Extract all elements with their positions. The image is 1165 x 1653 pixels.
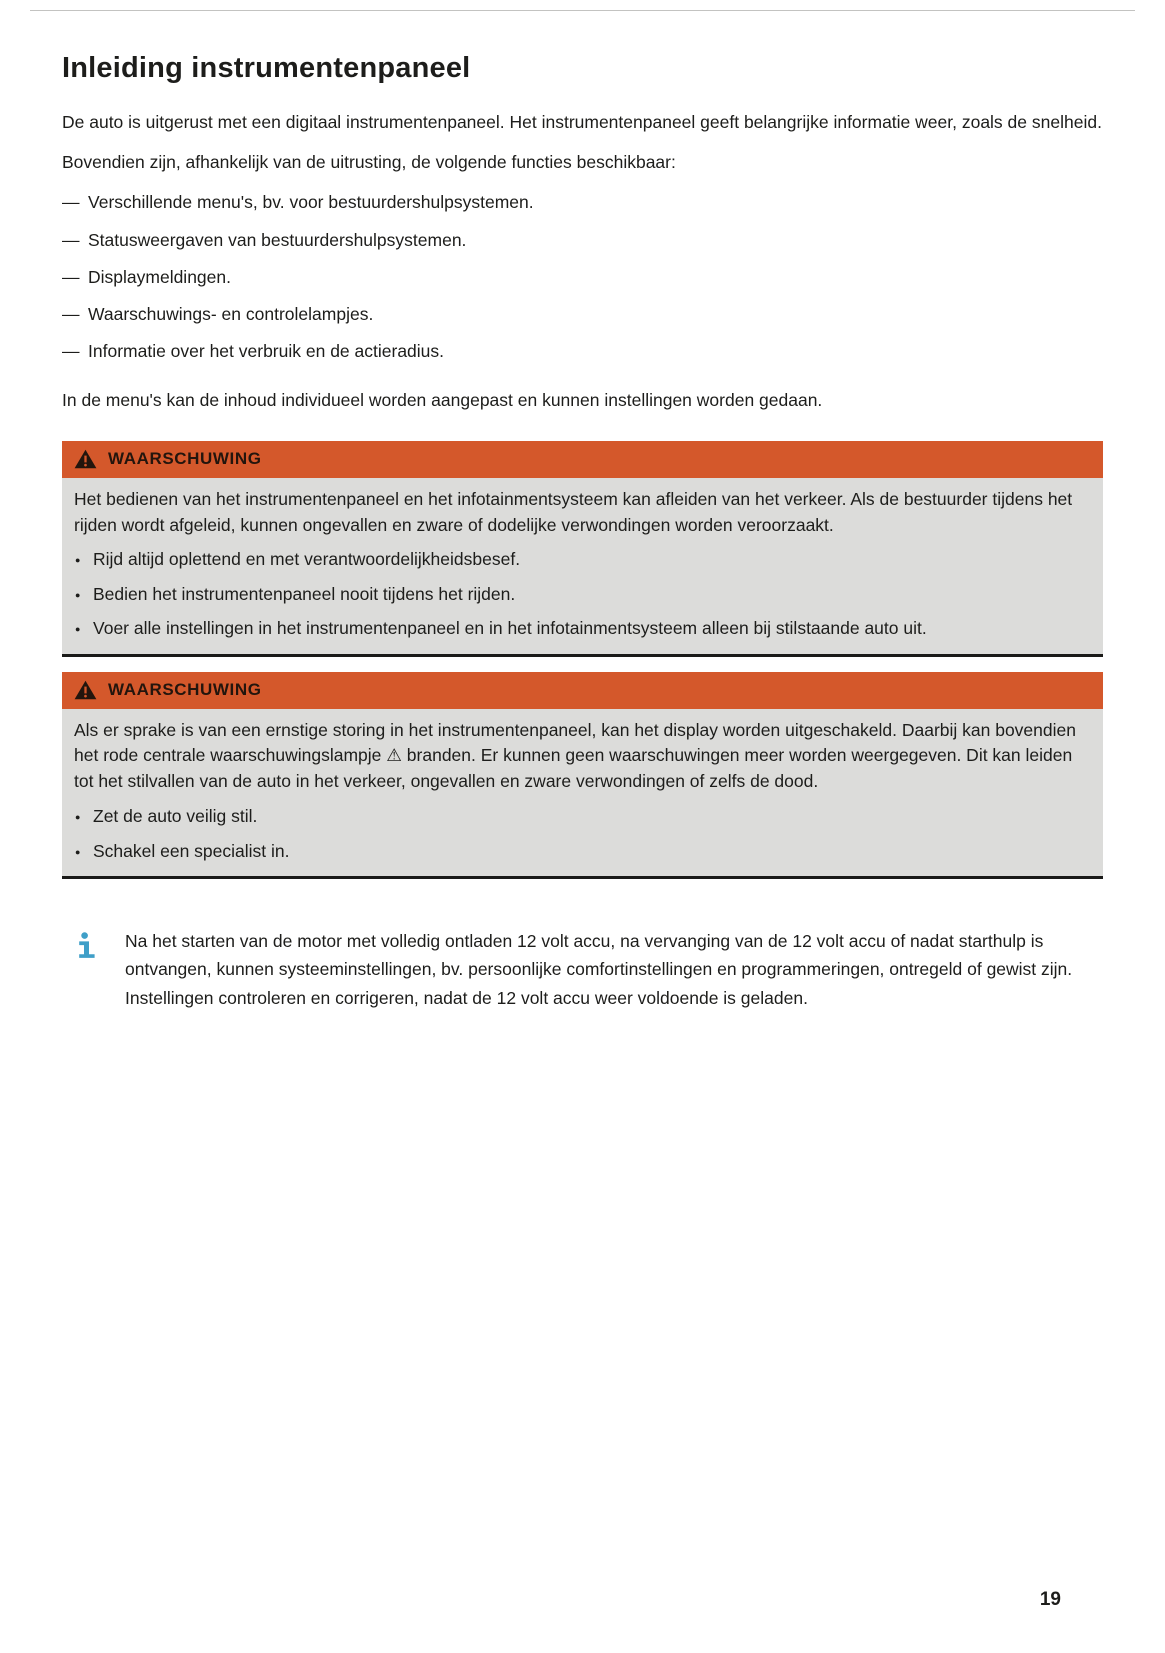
page-number: 19: [1039, 1589, 1061, 1610]
list-item: — Waarschuwings- en controlelampjes.: [62, 301, 1103, 327]
list-item: — Verschillende menu's, bv. voor bestuurdershulpsystemen.: [62, 189, 1103, 215]
warning-bullet: ● Schakel een specialist in.: [74, 839, 1091, 864]
warning-bullet: ● Voer alle instellingen in het instrumentenpaneel en in het infotainmentsysteem alleen bij stilstaande auto uit.: [74, 616, 1091, 641]
warning-bullet-list: [74, 804, 1091, 864]
intro-paragraph-1: De auto is uitgerust met een digitaal instrumentenpaneel. Het instrumentenpaneel geeft belangrijke informatie weer, zoals de snelheid.: [62, 112, 1102, 132]
info-note: [62, 927, 1103, 1012]
warning-header: [62, 672, 1103, 709]
warning-title: WAARSCHUWING: [108, 680, 262, 700]
list-item: — Displaymeldingen.: [62, 264, 1103, 290]
page-title: Inleiding instrumentenpaneel: [62, 52, 471, 84]
intro-paragraph-3: In de menu's kan de inhoud individueel worden aangepast en kunnen instellingen worden gedaan.: [62, 389, 823, 410]
warning-bullet: ● Rijd altijd oplettend en met verantwoordelijkheidsbesef.: [74, 547, 1091, 572]
list-item: — Informatie over het verbruik en de actieradius.: [62, 338, 1103, 364]
list-item: — Statusweergaven van bestuurdershulpsystemen.: [62, 227, 1103, 253]
feature-list: [62, 189, 1103, 364]
page-top-rule: [30, 10, 1135, 11]
warning-triangle-icon: [74, 449, 97, 469]
warning-box: [62, 672, 1103, 879]
info-note-text: Na het starten van de motor met volledig ontladen 12 volt accu, na vervanging van de 12 volt accu of nadat starthulp is ontvangen, kunnen systeeminstellingen, bv. persoonlijke comfortinstellingen en programmeringen, ontregeld of gewist zijn. Instellingen controleren en corrigeren, nadat de 12 volt accu weer voldoende is geladen.: [125, 930, 1073, 1008]
warning-title: WAARSCHUWING: [108, 449, 262, 469]
warning-bullet-list: [74, 547, 1091, 641]
info-note-icon: [62, 927, 125, 1012]
warning-text: Als er sprake is van een ernstige storing in het instrumentenpaneel, kan het display worden uitgeschakeld. Daarbij kan bovendien het rode centrale waarschuwingslampje ⚠ branden. Er kunnen geen waarschuwingen meer worden weergegeven. Dit kan leiden tot het stilvallen van de auto in het verkeer, ongevallen en zware verwondingen of zelfs de dood.: [74, 719, 1076, 792]
warning-bullet: ● Bedien het instrumentenpaneel nooit tijdens het rijden.: [74, 582, 1091, 607]
warning-text: Het bedienen van het instrumentenpaneel en het infotainmentsysteem kan afleiden van het verkeer. Als de bestuurder tijdens het rijden wordt afgeleid, kunnen ongevallen en zware of dodelijke verwondingen worden veroorzaakt.: [74, 488, 1073, 535]
warning-body: [62, 478, 1103, 654]
warning-body: [62, 709, 1103, 876]
warning-box: [62, 441, 1103, 657]
intro-paragraph-2: Bovendien zijn, afhankelijk van de uitrusting, de volgende functies beschikbaar:: [62, 152, 676, 173]
warning-header: [62, 441, 1103, 478]
warning-triangle-icon: [74, 680, 97, 700]
warning-bullet: ● Zet de auto veilig stil.: [74, 804, 1091, 829]
